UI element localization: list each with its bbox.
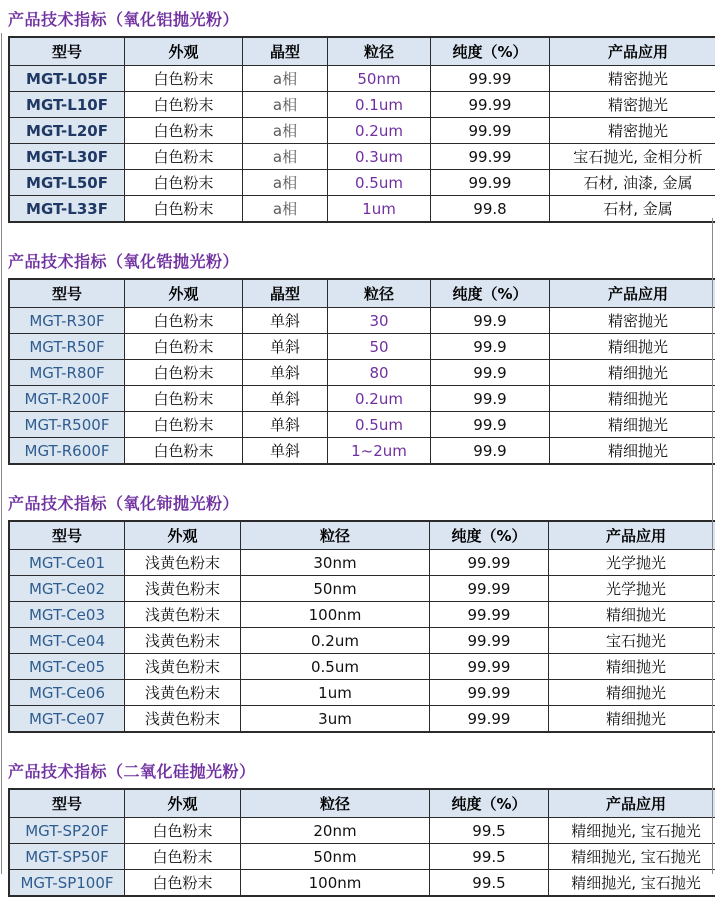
section-silica-polishing-powder xyxy=(0,733,715,897)
application-cell: 石材, 金属 xyxy=(550,196,715,223)
particle-size-cell: 0.2um xyxy=(328,386,431,412)
application-cell: 石材, 油漆, 金属 xyxy=(550,170,715,196)
particle-size-cell: 20nm xyxy=(241,818,430,844)
table-row xyxy=(9,196,715,223)
page-border-left xyxy=(1,33,2,874)
appearance-cell: 浅黄色粉末 xyxy=(125,680,241,706)
column-header: 产品应用 xyxy=(550,279,715,308)
header-row xyxy=(9,37,715,66)
column-header: 型号 xyxy=(9,521,125,550)
appearance-cell: 白色粉末 xyxy=(125,360,243,386)
particle-size-cell: 1um xyxy=(328,196,431,223)
appearance-cell: 白色粉末 xyxy=(125,66,243,92)
model-cell: MGT-R200F xyxy=(9,386,125,412)
application-cell: 光学抛光 xyxy=(549,550,715,576)
application-cell: 精密抛光 xyxy=(550,66,715,92)
appearance-cell: 浅黄色粉末 xyxy=(125,706,241,733)
model-cell: MGT-Ce04 xyxy=(9,628,125,654)
table-row xyxy=(9,628,715,654)
application-cell: 精细抛光 xyxy=(550,386,715,412)
section-title: 产品技术指标（二氧化硅抛光粉） xyxy=(8,733,715,782)
purity-cell: 99.99 xyxy=(431,92,550,118)
appearance-cell: 白色粉末 xyxy=(125,118,243,144)
column-header: 外观 xyxy=(125,37,243,66)
particle-size-cell: 0.5um xyxy=(241,654,430,680)
particle-size-cell: 0.3um xyxy=(328,144,431,170)
model-cell: MGT-Ce06 xyxy=(9,680,125,706)
column-header: 纯度（%） xyxy=(431,279,550,308)
appearance-cell: 白色粉末 xyxy=(125,870,241,897)
appearance-cell: 白色粉末 xyxy=(125,170,243,196)
table-row xyxy=(9,66,715,92)
section-title: 产品技术指标（氧化铈抛光粉） xyxy=(8,465,715,514)
application-cell: 精细抛光, 宝石抛光 xyxy=(549,818,715,844)
crystal-type-cell: a相 xyxy=(243,196,328,223)
table-row xyxy=(9,144,715,170)
header-row xyxy=(9,789,715,818)
crystal-type-cell: 单斜 xyxy=(243,334,328,360)
crystal-type-cell: a相 xyxy=(243,92,328,118)
application-cell: 精细抛光 xyxy=(549,654,715,680)
header-row xyxy=(9,521,715,550)
purity-cell: 99.99 xyxy=(431,170,550,196)
appearance-cell: 浅黄色粉末 xyxy=(125,576,241,602)
particle-size-cell: 0.5um xyxy=(328,412,431,438)
column-header: 产品应用 xyxy=(549,521,715,550)
application-cell: 精密抛光 xyxy=(550,308,715,334)
column-header: 纯度（%） xyxy=(431,37,550,66)
application-cell: 精细抛光, 宝石抛光 xyxy=(549,844,715,870)
table-row xyxy=(9,576,715,602)
model-cell: MGT-Ce03 xyxy=(9,602,125,628)
crystal-type-cell: a相 xyxy=(243,170,328,196)
application-cell: 精细抛光, 宝石抛光 xyxy=(549,870,715,897)
purity-cell: 99.9 xyxy=(431,334,550,360)
section-title: 产品技术指标（氧化铝抛光粉） xyxy=(8,0,715,30)
purity-cell: 99.99 xyxy=(430,550,549,576)
model-cell: MGT-L05F xyxy=(9,66,125,92)
appearance-cell: 白色粉末 xyxy=(125,196,243,223)
application-cell: 精密抛光 xyxy=(550,92,715,118)
table-row xyxy=(9,308,715,334)
purity-cell: 99.9 xyxy=(431,360,550,386)
crystal-type-cell: a相 xyxy=(243,118,328,144)
particle-size-cell: 30nm xyxy=(241,550,430,576)
appearance-cell: 白色粉末 xyxy=(125,334,243,360)
column-header: 外观 xyxy=(125,521,241,550)
model-cell: MGT-R50F xyxy=(9,334,125,360)
model-cell: MGT-Ce02 xyxy=(9,576,125,602)
table-row xyxy=(9,92,715,118)
table-row xyxy=(9,818,715,844)
table-row xyxy=(9,706,715,733)
application-cell: 精细抛光 xyxy=(550,412,715,438)
column-header: 型号 xyxy=(9,37,125,66)
table-row xyxy=(9,334,715,360)
spec-table-zirconia xyxy=(8,278,715,465)
column-header: 纯度（%） xyxy=(430,521,549,550)
particle-size-cell: 0.2um xyxy=(241,628,430,654)
particle-size-cell: 0.1um xyxy=(328,92,431,118)
table-row xyxy=(9,170,715,196)
application-cell: 宝石抛光, 金相分析 xyxy=(550,144,715,170)
model-cell: MGT-Ce01 xyxy=(9,550,125,576)
purity-cell: 99.9 xyxy=(431,412,550,438)
appearance-cell: 白色粉末 xyxy=(125,308,243,334)
purity-cell: 99.99 xyxy=(430,628,549,654)
model-cell: MGT-L20F xyxy=(9,118,125,144)
column-header: 粒径 xyxy=(241,789,430,818)
particle-size-cell: 0.5um xyxy=(328,170,431,196)
purity-cell: 99.8 xyxy=(431,196,550,223)
appearance-cell: 白色粉末 xyxy=(125,844,241,870)
column-header: 粒径 xyxy=(328,279,431,308)
column-header: 外观 xyxy=(125,279,243,308)
table-row xyxy=(9,654,715,680)
column-header: 产品应用 xyxy=(550,37,715,66)
column-header: 型号 xyxy=(9,279,125,308)
table-row xyxy=(9,360,715,386)
crystal-type-cell: 单斜 xyxy=(243,412,328,438)
table-row xyxy=(9,550,715,576)
particle-size-cell: 80 xyxy=(328,360,431,386)
particle-size-cell: 1~2um xyxy=(328,438,431,465)
purity-cell: 99.5 xyxy=(430,818,549,844)
application-cell: 精细抛光 xyxy=(550,438,715,465)
page-border-right xyxy=(712,218,713,874)
appearance-cell: 白色粉末 xyxy=(125,92,243,118)
particle-size-cell: 100nm xyxy=(241,602,430,628)
application-cell: 精细抛光 xyxy=(550,334,715,360)
application-cell: 精细抛光 xyxy=(550,360,715,386)
table-row xyxy=(9,680,715,706)
section-ceria-polishing-powder xyxy=(0,465,715,733)
particle-size-cell: 30 xyxy=(328,308,431,334)
particle-size-cell: 50nm xyxy=(241,576,430,602)
crystal-type-cell: 单斜 xyxy=(243,360,328,386)
particle-size-cell: 50nm xyxy=(241,844,430,870)
column-header: 晶型 xyxy=(243,37,328,66)
appearance-cell: 浅黄色粉末 xyxy=(125,628,241,654)
model-cell: MGT-R80F xyxy=(9,360,125,386)
application-cell: 精细抛光 xyxy=(549,602,715,628)
section-zirconia-polishing-powder xyxy=(0,223,715,465)
particle-size-cell: 1um xyxy=(241,680,430,706)
table-row xyxy=(9,118,715,144)
particle-size-cell: 100nm xyxy=(241,870,430,897)
model-cell: MGT-Ce07 xyxy=(9,706,125,733)
column-header: 外观 xyxy=(125,789,241,818)
crystal-type-cell: a相 xyxy=(243,66,328,92)
particle-size-cell: 0.2um xyxy=(328,118,431,144)
model-cell: MGT-SP20F xyxy=(9,818,125,844)
purity-cell: 99.9 xyxy=(431,308,550,334)
crystal-type-cell: a相 xyxy=(243,144,328,170)
table-row xyxy=(9,602,715,628)
purity-cell: 99.99 xyxy=(430,602,549,628)
model-cell: MGT-R30F xyxy=(9,308,125,334)
application-cell: 精细抛光 xyxy=(549,706,715,733)
model-cell: MGT-L33F xyxy=(9,196,125,223)
section-alumina-polishing-powder xyxy=(0,0,715,223)
application-cell: 光学抛光 xyxy=(549,576,715,602)
spec-table-silica xyxy=(8,788,715,897)
purity-cell: 99.99 xyxy=(430,680,549,706)
appearance-cell: 白色粉末 xyxy=(125,412,243,438)
model-cell: MGT-Ce05 xyxy=(9,654,125,680)
crystal-type-cell: 单斜 xyxy=(243,386,328,412)
column-header: 纯度（%） xyxy=(430,789,549,818)
purity-cell: 99.99 xyxy=(430,706,549,733)
appearance-cell: 浅黄色粉末 xyxy=(125,550,241,576)
particle-size-cell: 50nm xyxy=(328,66,431,92)
purity-cell: 99.99 xyxy=(431,66,550,92)
purity-cell: 99.99 xyxy=(431,118,550,144)
model-cell: MGT-L10F xyxy=(9,92,125,118)
purity-cell: 99.5 xyxy=(430,870,549,897)
spec-table-ceria xyxy=(8,520,715,733)
appearance-cell: 白色粉末 xyxy=(125,438,243,465)
purity-cell: 99.9 xyxy=(431,386,550,412)
column-header: 粒径 xyxy=(241,521,430,550)
model-cell: MGT-L50F xyxy=(9,170,125,196)
purity-cell: 99.9 xyxy=(431,438,550,465)
purity-cell: 99.99 xyxy=(430,654,549,680)
table-row xyxy=(9,844,715,870)
header-row xyxy=(9,279,715,308)
model-cell: MGT-R600F xyxy=(9,438,125,465)
table-row xyxy=(9,412,715,438)
appearance-cell: 白色粉末 xyxy=(125,818,241,844)
crystal-type-cell: 单斜 xyxy=(243,438,328,465)
purity-cell: 99.99 xyxy=(430,576,549,602)
column-header: 粒径 xyxy=(328,37,431,66)
appearance-cell: 白色粉末 xyxy=(125,144,243,170)
column-header: 晶型 xyxy=(243,279,328,308)
appearance-cell: 浅黄色粉末 xyxy=(125,654,241,680)
spec-table-alumina xyxy=(8,36,715,223)
crystal-type-cell: 单斜 xyxy=(243,308,328,334)
section-title: 产品技术指标（氧化锆抛光粉） xyxy=(8,223,715,272)
appearance-cell: 白色粉末 xyxy=(125,386,243,412)
model-cell: MGT-SP50F xyxy=(9,844,125,870)
particle-size-cell: 3um xyxy=(241,706,430,733)
application-cell: 宝石抛光 xyxy=(549,628,715,654)
column-header: 产品应用 xyxy=(549,789,715,818)
model-cell: MGT-R500F xyxy=(9,412,125,438)
application-cell: 精细抛光 xyxy=(549,680,715,706)
table-row xyxy=(9,386,715,412)
model-cell: MGT-L30F xyxy=(9,144,125,170)
table-row xyxy=(9,438,715,465)
model-cell: MGT-SP100F xyxy=(9,870,125,897)
purity-cell: 99.99 xyxy=(431,144,550,170)
application-cell: 精密抛光 xyxy=(550,118,715,144)
purity-cell: 99.5 xyxy=(430,844,549,870)
table-row xyxy=(9,870,715,897)
particle-size-cell: 50 xyxy=(328,334,431,360)
column-header: 型号 xyxy=(9,789,125,818)
appearance-cell: 浅黄色粉末 xyxy=(125,602,241,628)
